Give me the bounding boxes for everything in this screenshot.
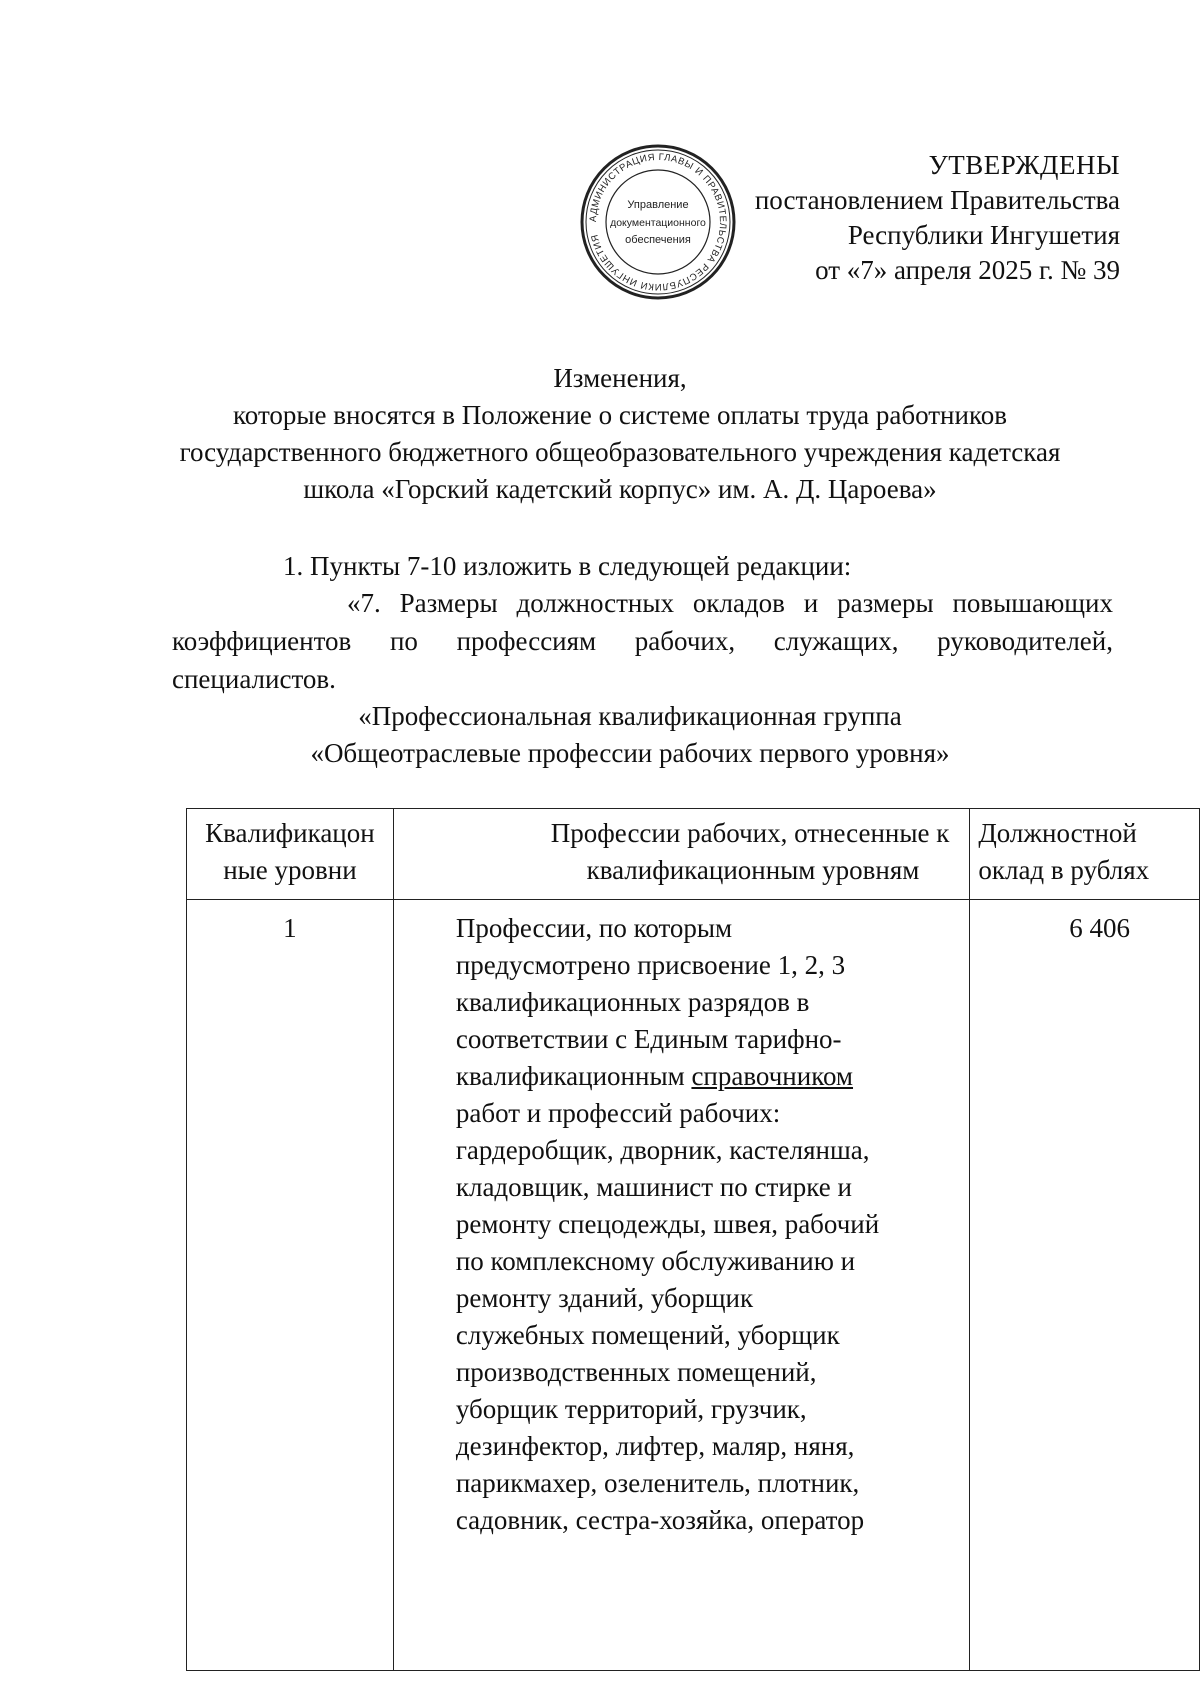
paragraph-2-line3: специалистов.: [172, 664, 336, 694]
profession-line: Профессии, по которым: [455, 913, 733, 943]
profession-line: работ и профессий рабочих:: [455, 1098, 781, 1128]
paragraph-1: 1. Пункты 7-10 изложить в следующей редакции:: [283, 551, 852, 581]
table-row: [187, 900, 1200, 1671]
qualification-table: [186, 808, 1200, 1671]
profession-line: садовник, сестра-хозяйка, оператор: [455, 1505, 865, 1535]
qualification-level-cell: 1: [187, 900, 394, 1671]
header-professions: [393, 809, 970, 900]
reference-link[interactable]: справочником: [691, 1061, 854, 1091]
group-title-line1: «Профессиональная квалификационная группа: [358, 701, 902, 731]
profession-line: по комплексному обслуживанию и: [455, 1246, 856, 1276]
approval-title: УТВЕРЖДЕНЫ: [928, 150, 1120, 180]
profession-line: дезинфектор, лифтер, маляр, няня,: [455, 1431, 855, 1461]
profession-line-text: квалификационным: [455, 1061, 692, 1091]
profession-line: уборщик территорий, грузчик,: [455, 1394, 807, 1424]
professions-cell: [393, 900, 970, 1671]
profession-line: [456, 1058, 966, 1095]
stamp-center-line3: обеспечения: [625, 234, 691, 246]
heading-line2: которые вносятся в Положение о системе оплаты труда работников: [233, 400, 1007, 430]
header-col2-line2: квалификационным уровням: [586, 855, 920, 885]
table-header-row: [187, 809, 1200, 900]
paragraph-2-line2: коэффициентов по профессиям рабочих, служащих, руководителей,: [172, 626, 1113, 656]
profession-line: предусмотрено присвоение 1, 2, 3: [455, 950, 846, 980]
profession-line: квалификационных разрядов в: [455, 987, 810, 1017]
profession-line: служебных помещений, уборщик: [455, 1320, 840, 1350]
stamp-center-line2: документационного: [610, 217, 706, 229]
stamp-ring-text: АДМИНИСТРАЦИЯ ГЛАВЫ И ПРАВИТЕЛЬСТВА РЕСПУБЛИКИ ИНГУШЕТИЯ: [587, 151, 729, 293]
profession-line: производственных помещений,: [455, 1357, 817, 1387]
header-col1-line1: Квалификацон: [205, 818, 375, 848]
profession-line: гардеробщик, дворник, кастелянша,: [455, 1135, 870, 1165]
header-col2-line1: Профессии рабочих, отнесенные к: [550, 818, 950, 848]
header-col3-line2: оклад в рублях: [978, 855, 1150, 885]
approval-block: [755, 148, 1120, 288]
profession-line: ремонту зданий, уборщик: [455, 1283, 754, 1313]
header-col1-line2: ные уровни: [223, 855, 357, 885]
approval-line3: от «7» апреля 2025 г. № 39: [815, 255, 1120, 285]
official-stamp: [578, 142, 738, 302]
document-heading: [150, 360, 1090, 508]
paragraph-2: [172, 584, 1113, 698]
profession-line: ремонту спецодежды, швея, рабочий: [455, 1209, 880, 1239]
heading-line1: Изменения,: [553, 363, 687, 393]
stamp-center-line1: Управление: [627, 199, 689, 211]
group-title: [150, 698, 1110, 772]
approval-line2: Республики Ингушетия: [847, 220, 1120, 250]
header-salary: [970, 809, 1200, 900]
approval-line1: постановлением Правительства: [754, 185, 1120, 215]
group-title-line2: «Общеотраслевые профессии рабочих первого уровня»: [310, 738, 950, 768]
header-qualification-levels: [187, 809, 394, 900]
header-col3-line1: Должностной: [978, 818, 1137, 848]
paragraph-2-line1: «7. Размеры должностных окладов и размеры повышающих: [347, 588, 1113, 618]
profession-line: соответствии с Единым тарифно-: [455, 1024, 842, 1054]
salary-cell: 6 406: [970, 900, 1200, 1671]
profession-line: парикмахер, озеленитель, плотник,: [455, 1468, 860, 1498]
heading-line3: государственного бюджетного общеобразовательного учреждения кадетская: [179, 437, 1061, 467]
heading-line4: школа «Горский кадетский корпус» им. А. Д. Цароева»: [303, 474, 937, 504]
profession-line: кладовщик, машинист по стирке и: [455, 1172, 852, 1202]
